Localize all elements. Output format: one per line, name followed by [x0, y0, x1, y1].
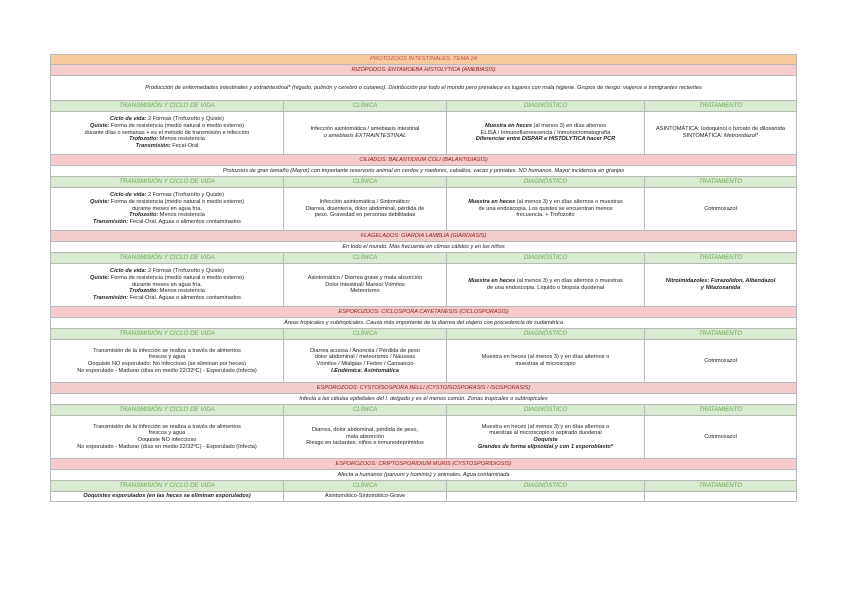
cell-tratamiento [645, 416, 797, 459]
clinica-line: Infección asintomática / Sintomático: [319, 198, 411, 205]
header-clinica: CLÍNICA [284, 101, 447, 112]
section-title-ciliados: CILIADOS: BALANTIDIUM COLI (BALANTIDIASIS) [51, 155, 797, 166]
label-transmision: Transmisión: [93, 219, 129, 226]
text-ciclo: 2 Formas (Trofozoíto y Quiste) [146, 268, 224, 275]
section-description-rizopodos: Producción de enfermedades intestinales y extraintestinal* (hígado, pulmón y cerebro o cutaneo). Distribución por todo el mundo pero prevalece es lugares con mala higiene. Grupos de riesgo: viajeros e inmigrantes recientes [51, 76, 797, 101]
label-sintomatica: SINTOMÁTICA: [682, 133, 723, 139]
cell-tratamiento [645, 340, 797, 383]
cell-diagnostico [447, 188, 645, 231]
clinica-line: dolor abdominal / meteorismo / Náuseas [314, 354, 416, 361]
diagnostico-line: Grandes de forma elipsoidal y con 1 esporoblasto* [478, 443, 613, 450]
label-quiste: Quiste: [90, 122, 110, 129]
transmision-line: No esporulado - Madurar (días en medio 22/32ºC) - Esporulado (Infecta) [77, 443, 257, 450]
tratamiento-line: ASINTOMÁTICA: Iodoquinol o furoato de diloxanida [656, 126, 785, 133]
cell-transmision [51, 264, 284, 307]
diagnostico-line: muestras al microscopio [515, 361, 576, 367]
section-title-rizopodos: RIZÓPODOS: ENTAMOEBA HISTOLYTICA (AMEBIASIS) [51, 65, 797, 76]
transmision-line: Ooquiste NO infeccioso [137, 437, 197, 443]
label-trofozoito: Trofozoíto: [129, 212, 159, 219]
header-transmision: TRANSMISIÓN Y CICLO DE VIDA [51, 405, 284, 416]
clinica-line: I.Endémica: Asintomática [331, 367, 399, 374]
diagnostico-line: Muestra en heces (al menos 3) y en días alternos o [481, 354, 610, 361]
cell-transmision [51, 112, 284, 155]
section-description-flagelados: En todo el mundo. Más frecuente en climas cálidos y en los niños [51, 242, 797, 253]
clinica-line: o amebiasis EXTRAINTESTINAL [323, 133, 407, 139]
text-duracion: durante meses en agua fría. [132, 281, 202, 288]
header-diagnostico: DIAGNÓSTICO [447, 329, 645, 340]
section-description-cystoisospora: Infecta a las células epiteliales del I. delgado y es el menos común. Zonas tropicales o subtropicales [51, 394, 797, 405]
clinica-line: Diarrea acuosa / Anorexia / Pérdida de peso [310, 347, 420, 354]
section-description-ciliados: Protozoos de gran tamaño (Mayor) con importante reservorio animal en cerdos y roedores, caballos, vacas y primates. NO humanos. Mayor incidencia en granjas [51, 166, 797, 177]
diagnostico-line: Diferenciar entre DISPAR e HISTOLYTICA hacer PCR [475, 136, 616, 143]
header-diagnostico: DIAGNÓSTICO [447, 405, 645, 416]
transmision-line: No esporulado - Madurar (días en medio 22/32ºC) - Esporulado (Infecta) [77, 367, 257, 374]
text-transmision: Fecal-Oral. Aguas o alimentos contaminados [128, 295, 241, 302]
section-title-cystoisospora: ESPOROZOOS: CYSTOISOSPORA BELLI (CYSTOISOSPORASIS / ISOSPORASIS) [51, 383, 797, 394]
clinica-line: mala absorción [346, 433, 384, 440]
header-diagnostico: DIAGNÓSTICO [447, 253, 645, 264]
header-tratamiento: TRATAMIENTO [645, 481, 797, 492]
diagnostico-line: de una endoscopia. Los quistes se encuentran menos [478, 205, 613, 212]
label-trofozoito: Trofozoíto: [129, 136, 159, 143]
header-transmision: TRANSMISIÓN Y CICLO DE VIDA [51, 101, 284, 112]
text-transmision: Fecal-Oral [170, 143, 199, 150]
text-duracion: durante días o semanas + es el método de transmisión e infección [84, 129, 250, 136]
tratamiento-line: Metronidazol* [722, 133, 759, 139]
clinica-line: Diarrea, dolor abdominal, pérdida de peso, [311, 426, 419, 433]
label-ciclo: Ciclo de vida: [110, 268, 147, 275]
cell-tratamiento [645, 492, 797, 502]
transmision-line: Transmisión de la infección se realiza a través de alimentos [93, 423, 241, 430]
header-transmision: TRANSMISIÓN Y CICLO DE VIDA [51, 253, 284, 264]
text-trofozoito: Menos resistencia [158, 288, 205, 295]
diagnostico-line: frecuencia. + Trofozoito [516, 212, 575, 219]
tratamiento-line: y Nitazoxanida [700, 285, 741, 291]
header-transmision: TRANSMISIÓN Y CICLO DE VIDA [51, 177, 284, 188]
section-title-ciclospora: ESPOROZOOS: CICLOSPORA CAYETANESIS (CICLOSPORASIS) [51, 307, 797, 318]
header-diagnostico: DIAGNÓSTICO [447, 177, 645, 188]
clinica-line: Asintomático-Sintomático-Grave [324, 493, 406, 500]
diagnostico-line: muestras al microscopio o aspirado duodenal [489, 430, 602, 437]
transmision-line: Ooquistes esporulados (en las heces se eliminan esporulados) [83, 493, 251, 500]
cell-clinica [284, 188, 447, 231]
cell-clinica [284, 264, 447, 307]
header-clinica: CLÍNICA [284, 481, 447, 492]
diagnostico-line: ELISA / Inmunofluorescencia / Inmunocromatografía [480, 129, 611, 136]
header-clinica: CLÍNICA [284, 405, 447, 416]
header-tratamiento: TRATAMIENTO [645, 253, 797, 264]
header-tratamiento: TRATAMIENTO [645, 101, 797, 112]
header-clinica: CLÍNICA [284, 329, 447, 340]
transmision-line: frescos y agua [148, 430, 186, 437]
cell-tratamiento [645, 112, 797, 155]
tratamiento-line: Cotrimoxazol [704, 433, 737, 440]
diagnostico-line: Muestra en heces (al menos 3) y en días alternos o [481, 423, 610, 430]
text-ciclo: 2 Formas (Trofozoíto y Quiste) [146, 192, 224, 199]
diagnostico-line: (al menos 3) en días alternos [531, 122, 606, 129]
cell-clinica [284, 112, 447, 155]
cell-diagnostico [447, 112, 645, 155]
protozoa-table [50, 54, 797, 502]
cell-tratamiento [645, 264, 797, 307]
label-quiste: Quiste: [90, 198, 110, 205]
cell-transmision [51, 340, 284, 383]
header-tratamiento: TRATAMIENTO [645, 405, 797, 416]
cell-diagnostico [447, 416, 645, 459]
header-diagnostico: DIAGNÓSTICO [447, 481, 645, 492]
label-muestra: Muestra en heces [485, 122, 532, 129]
header-clinica: CLÍNICA [284, 253, 447, 264]
clinica-line: Riesgo en lactantes, niños e inmunodeprimidos [306, 440, 424, 447]
cell-clinica [284, 416, 447, 459]
cell-diagnostico [447, 264, 645, 307]
cell-tratamiento [645, 188, 797, 231]
text-quiste: Forma de resistencia (medio natural o medio externo) [109, 122, 244, 129]
table-title: PROTOZOOS INTESTINALES. TEMA 24 [51, 55, 797, 65]
clinica-line: peso. Gravedad en personas debilitadas [314, 212, 416, 219]
label-quiste: Quiste: [90, 274, 110, 281]
clinica-line: Infección asintomática / amebiasis intestinal [310, 126, 420, 133]
label-ciclo: Ciclo de vida: [110, 192, 147, 199]
cell-diagnostico [447, 340, 645, 383]
header-tratamiento: TRATAMIENTO [645, 177, 797, 188]
text-quiste: Forma de resistencia (medio natural o medio externo) [109, 198, 244, 205]
label-muestra: Muestra en heces [468, 278, 516, 285]
cell-diagnostico [447, 492, 645, 502]
cell-transmision [51, 492, 284, 502]
cell-clinica [284, 340, 447, 383]
label-transmision: Transmisión: [135, 143, 171, 150]
transmision-line: frescos y agua [148, 354, 186, 361]
cell-transmision [51, 188, 284, 231]
diagnostico-line: (al menos 3) y en días alternos o muestras [515, 198, 623, 205]
text-duracion: durante meses en agua fría. [132, 205, 202, 212]
label-transmision: Transmisión: [93, 295, 129, 302]
clinica-line: Dolor Intestinal/ Mareo/ Vómitos [325, 281, 405, 288]
section-description-criptosporidium: Afecta a humanos (parvum y hominis) y animales. Agua contaminada [51, 470, 797, 481]
header-tratamiento: TRATAMIENTO [645, 329, 797, 340]
text-trofozoito: Menos resistencia [158, 212, 205, 219]
text-quiste: Forma de resistencia (medio natural o medio externo) [109, 274, 244, 281]
text-transmision: Fecal-Oral. Aguas o alimentos contaminados [128, 219, 241, 226]
section-description-ciclospora: Áreas tropicales y subtropicales. Causa más importante de la diarrea del viajero con procedencia de sudamérica [51, 318, 797, 329]
clinica-line: Meteorismo [350, 288, 380, 295]
label-trofozoito: Trofozoíto: [129, 288, 159, 295]
diagnostico-line: (al menos 3) y en días alternos o muestras [515, 278, 623, 285]
transmision-line: Transmisión de la infección se realiza a través de alimentos [93, 347, 241, 354]
tratamiento-line: Nitroimidazoles: Furazolidon, Albendazol [665, 278, 776, 285]
cell-clinica [284, 492, 447, 502]
section-title-flagelados: FLAGELADOS: GIARDIA LAMBLIA (GIARDIASIS) [51, 231, 797, 242]
header-clinica: CLÍNICA [284, 177, 447, 188]
tratamiento-line: Cotrimoxazol [704, 205, 737, 212]
label-muestra: Muestra en heces [468, 198, 516, 205]
diagnostico-line: de una endoscopia. Líquido o biopsia duodenal [486, 285, 605, 291]
text-trofozoito: Menos resistencia [158, 136, 205, 143]
header-diagnostico: DIAGNÓSTICO [447, 101, 645, 112]
tratamiento-line: Cotrimoxazol [704, 357, 737, 364]
section-title-criptosporidium: ESPOROZOOS: CRIPTOSPORIDIUM MURIS (CYSTOSPORIDIOSIS) [51, 459, 797, 470]
clinica-line: Diarrea, disentería, dolor abdominal, pérdida de [305, 205, 425, 212]
transmision-line: Ooquiste NO esporulado: No infeccioso (se eliminan por heces) [88, 361, 246, 367]
header-transmision: TRANSMISIÓN Y CICLO DE VIDA [51, 329, 284, 340]
text-ciclo: 2 Formas (Trofozoíto y Quiste) [146, 116, 224, 123]
label-ciclo: Ciclo de vida: [110, 116, 147, 123]
clinica-line: Asintomático / Diarrea grave y mala absorción [307, 274, 423, 281]
diagnostico-line: Ooquiste [533, 437, 558, 443]
cell-transmision [51, 416, 284, 459]
header-transmision: TRANSMISIÓN Y CICLO DE VIDA [51, 481, 284, 492]
clinica-line: Vómitos / Mialgias / Fiebre / Cansancio [316, 361, 414, 367]
